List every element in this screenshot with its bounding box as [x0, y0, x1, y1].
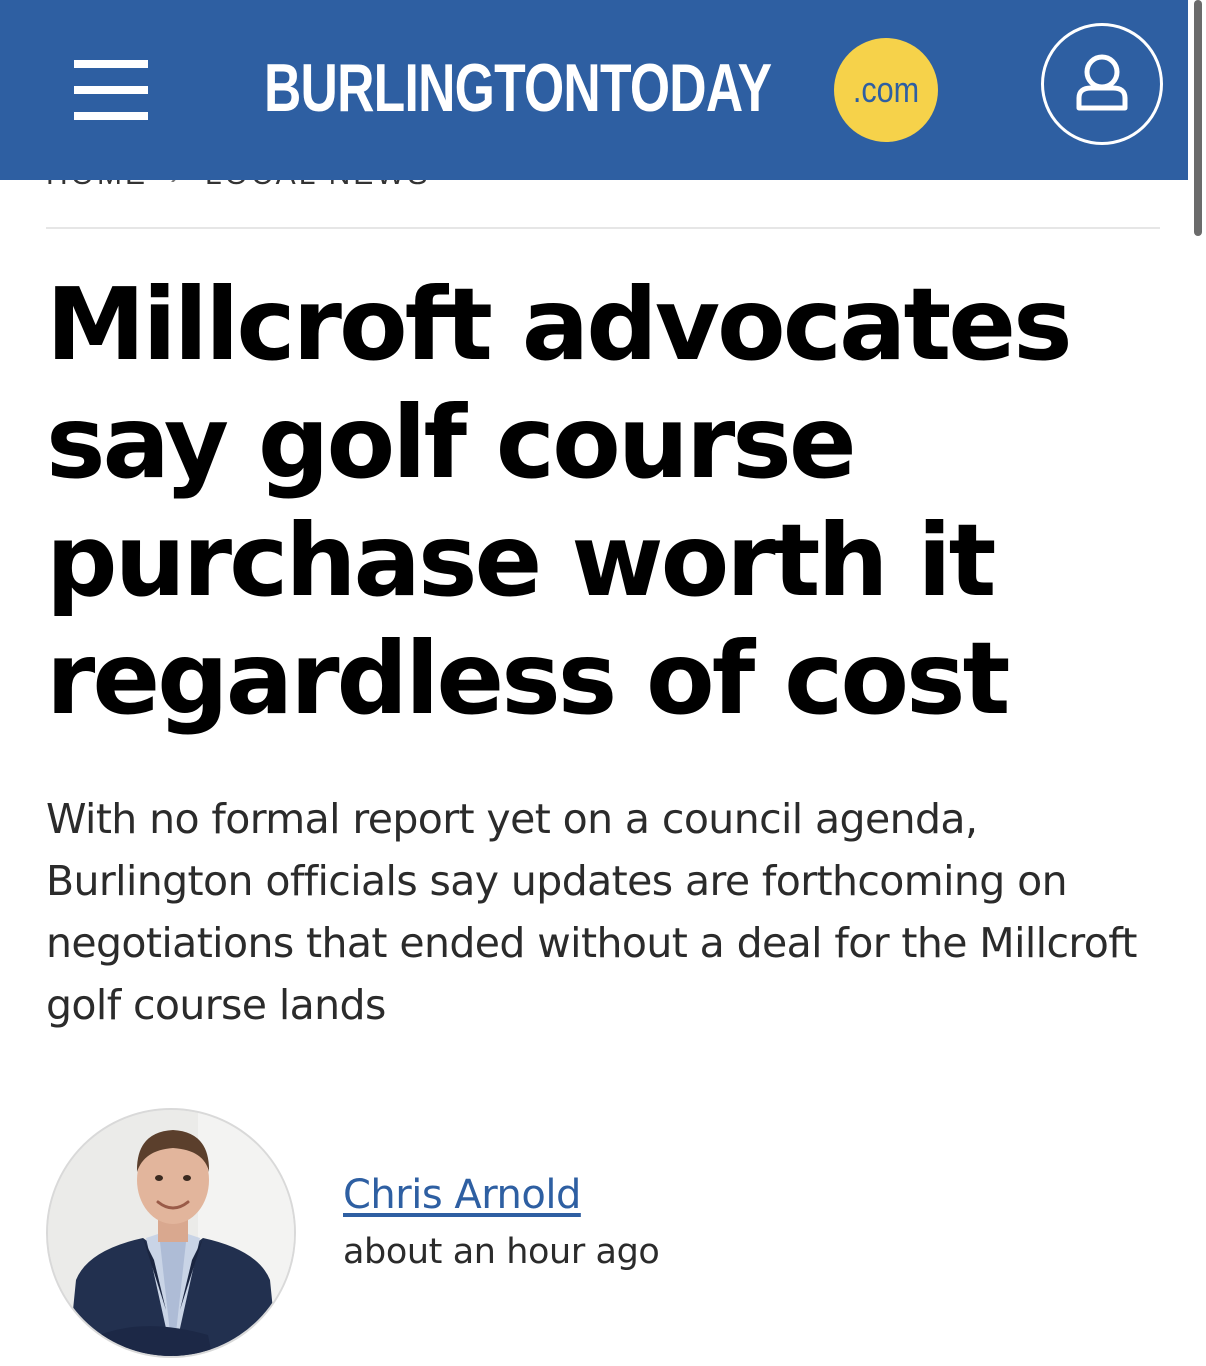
site-logo-tld: .com: [852, 69, 920, 110]
author-avatar[interactable]: [46, 1108, 296, 1358]
scrollbar-thumb[interactable]: [1194, 0, 1202, 236]
user-account-icon[interactable]: [1041, 23, 1163, 145]
article-headline: Millcroft advocates say golf course purchase worth it regardless of cost: [46, 266, 1070, 737]
site-logo-text: BURLINGTONTODAY: [264, 50, 772, 126]
article-dek: With no formal report yet on a council agenda, Burlington officials say updates are forthcoming on negotiations that ended without a deal for the Millcroft golf course lands: [46, 795, 1137, 1029]
site-logo[interactable]: [264, 38, 920, 138]
author-name-link[interactable]: Chris Arnold: [343, 1172, 581, 1218]
hamburger-menu-icon[interactable]: [74, 60, 148, 120]
site-header: [0, 0, 1188, 180]
published-timestamp: about an hour ago: [343, 1232, 660, 1272]
site-logo-badge: [834, 38, 938, 142]
header-divider: [46, 227, 1160, 229]
page-scrollbar[interactable]: [1188, 0, 1206, 1366]
